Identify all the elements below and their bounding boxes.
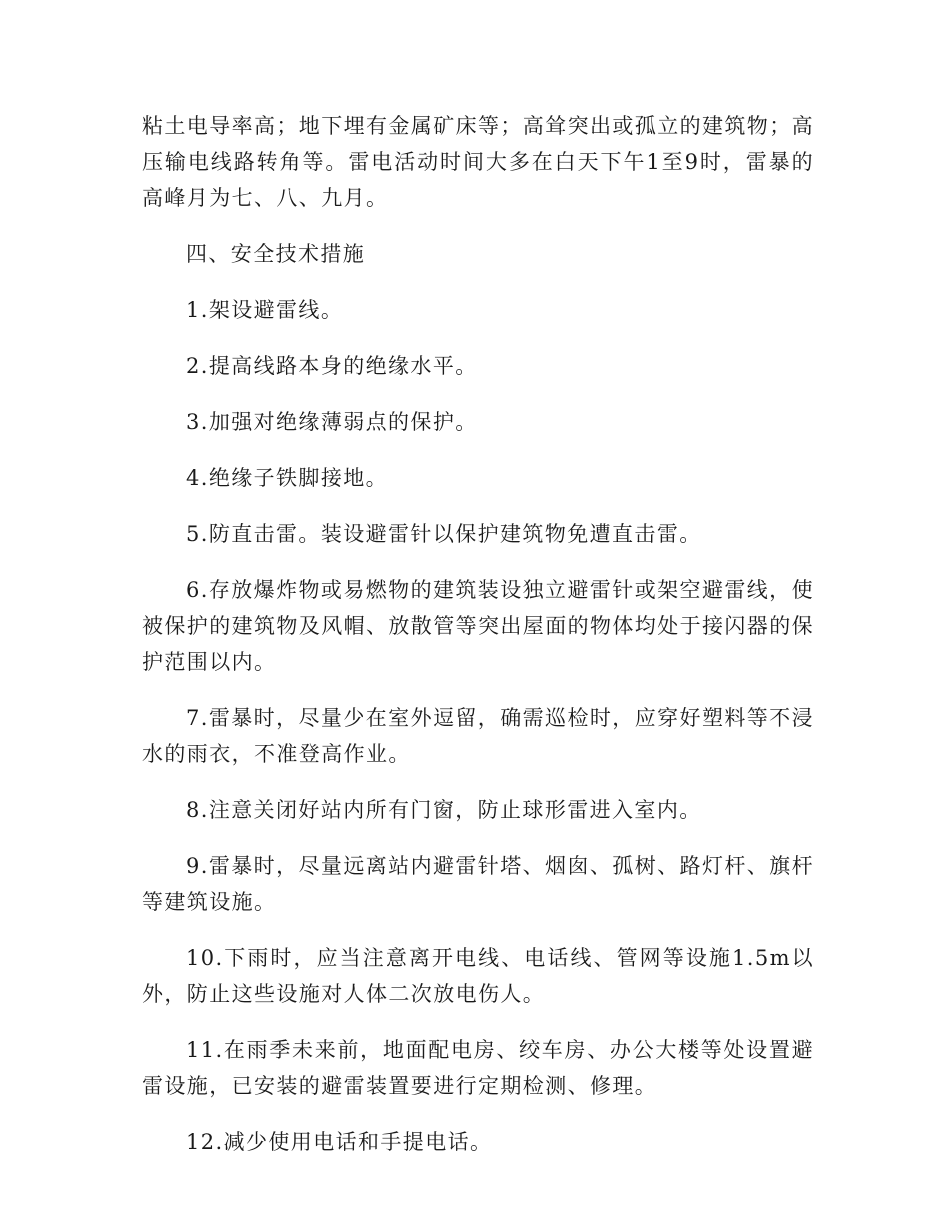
list-item-4: 4.绝缘子铁脚接地。 xyxy=(186,466,389,490)
list-item-3: 3.加强对绝缘薄弱点的保护。 xyxy=(186,410,478,434)
list-item-12: 12.减少使用电话和手提电话。 xyxy=(186,1130,493,1154)
list-item-11: 11.在雨季未来前，地面配电房、绞车房、办公大楼等处设置避雷设施，已安装的避雷装置要进行定期检测、修理。 xyxy=(142,1038,814,1098)
list-item-8: 8.注意关闭好站内所有门窗，防止球形雷进入室内。 xyxy=(186,798,702,822)
list-item-1: 1.架设避雷线。 xyxy=(186,298,344,322)
section-heading-safety-measures: 四、安全技术措施 xyxy=(186,242,366,266)
list-item-2: 2.提高线路本身的绝缘水平。 xyxy=(186,354,478,378)
list-item-7: 7.雷暴时，尽量少在室外逗留，确需巡检时，应穿好塑料等不浸水的雨衣，不准登高作业。 xyxy=(142,706,814,766)
list-item-5: 5.防直击雷。装设避雷针以保护建筑物免遭直击雷。 xyxy=(186,522,702,546)
list-item-9: 9.雷暴时，尽量远离站内避雷针塔、烟囱、孤树、路灯杆、旗杆等建筑设施。 xyxy=(142,854,814,914)
list-item-6: 6.存放爆炸物或易燃物的建筑装设独立避雷针或架空避雷线，使被保护的建筑物及风帽、放散管等突出屋面的物体均处于接闪器的保护范围以内。 xyxy=(142,578,814,674)
paragraph-continued-intro: 粘土电导率高；地下埋有金属矿床等；高耸突出或孤立的建筑物；高压输电线路转角等。雷电活动时间大多在白天下午1至9时，雷暴的高峰月为七、八、九月。 xyxy=(142,114,814,210)
document-page xyxy=(142,108,814,1160)
list-item-10: 10.下雨时，应当注意离开电线、电话线、管网等设施1.5m以外，防止这些设施对人体二次放电伤人。 xyxy=(142,946,814,1006)
